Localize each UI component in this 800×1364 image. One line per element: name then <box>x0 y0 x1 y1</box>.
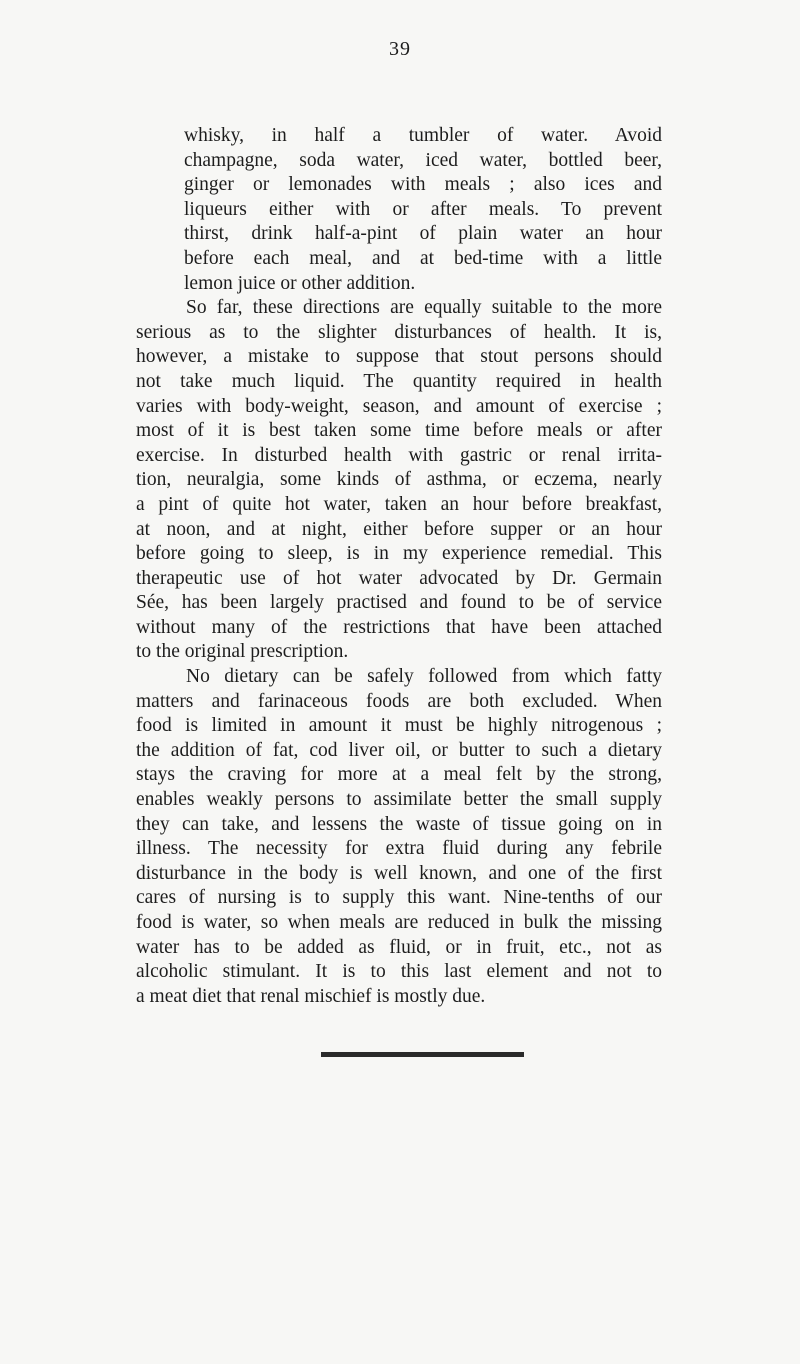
text-line: a meat diet that renal mischief is mostly due. <box>136 985 486 1007</box>
text-line: No dietary can be safely followed from which fatty <box>186 666 662 688</box>
text-line: water has to be added as fluid, or in fruit, etc., not as <box>136 936 662 958</box>
text-line: they can take, and lessens the waste of tissue going on in <box>136 813 662 835</box>
text-line: cares of nursing is to supply this want. Nine-tenths of our <box>136 887 662 909</box>
text-line: most of it is best taken some time before meals or after <box>136 420 662 442</box>
text-line: disturbance in the body is well known, and one of the first <box>136 862 662 884</box>
text-line: to the original prescription. <box>136 641 349 663</box>
text-line: food is limited in amount it must be highly nitrogenous ; <box>136 715 662 737</box>
body-text <box>136 124 662 1009</box>
paragraph-2 <box>136 296 662 665</box>
text-line: tion, neuralgia, some kinds of asthma, or eczema, nearly <box>136 469 662 491</box>
paragraph-1 <box>184 124 662 296</box>
paragraph-3 <box>136 665 662 1009</box>
text-line: varies with body-weight, season, and amount of exercise ; <box>136 395 662 417</box>
text-line: before going to sleep, is in my experience remedial. This <box>136 543 662 565</box>
text-line: serious as to the slighter disturbances of health. It is, <box>136 321 662 343</box>
text-line: at noon, and at night, either before supper or an hour <box>136 518 662 540</box>
text-line: thirst, drink half-a-pint of plain water an hour <box>184 223 662 245</box>
text-line: champagne, soda water, iced water, bottled beer, <box>184 149 662 171</box>
text-line: without many of the restrictions that have been attached <box>136 616 662 638</box>
text-line: whisky, in half a tumbler of water. Avoid <box>184 125 662 146</box>
text-line: before each meal, and at bed-time with a little <box>184 247 662 269</box>
text-line: a pint of quite hot water, taken an hour before breakfast, <box>136 493 662 515</box>
text-line: Sée, has been largely practised and found to be of service <box>136 592 662 614</box>
text-line: matters and farinaceous foods are both excluded. When <box>136 690 662 712</box>
text-line: lemon juice or other addition. <box>184 272 416 294</box>
text-line: illness. The necessity for extra fluid during any febrile <box>136 838 662 860</box>
text-line: food is water, so when meals are reduced in bulk the missing <box>136 912 662 933</box>
text-line: So far, these directions are equally suitable to the more <box>186 297 662 319</box>
section-rule <box>321 1052 524 1057</box>
text-line: however, a mistake to suppose that stout persons should <box>136 346 662 368</box>
text-line: the addition of fat, cod liver oil, or butter to such a dietary <box>136 739 662 761</box>
page-number: 39 <box>389 38 411 60</box>
text-line: enables weakly persons to assimilate better the small supply <box>136 789 662 811</box>
text-line: exercise. In disturbed health with gastric or renal irrita- <box>136 444 662 466</box>
text-line: alcoholic stimulant. It is to this last element and not to <box>136 961 662 983</box>
text-line: therapeutic use of hot water advocated by Dr. Germain <box>136 567 662 589</box>
text-line: stays the craving for more at a meal felt by the strong, <box>136 764 662 786</box>
text-line: liqueurs either with or after meals. To prevent <box>184 198 662 220</box>
text-line: ginger or lemonades with meals ; also ices and <box>184 174 662 196</box>
text-line: not take much liquid. The quantity required in health <box>136 370 662 392</box>
